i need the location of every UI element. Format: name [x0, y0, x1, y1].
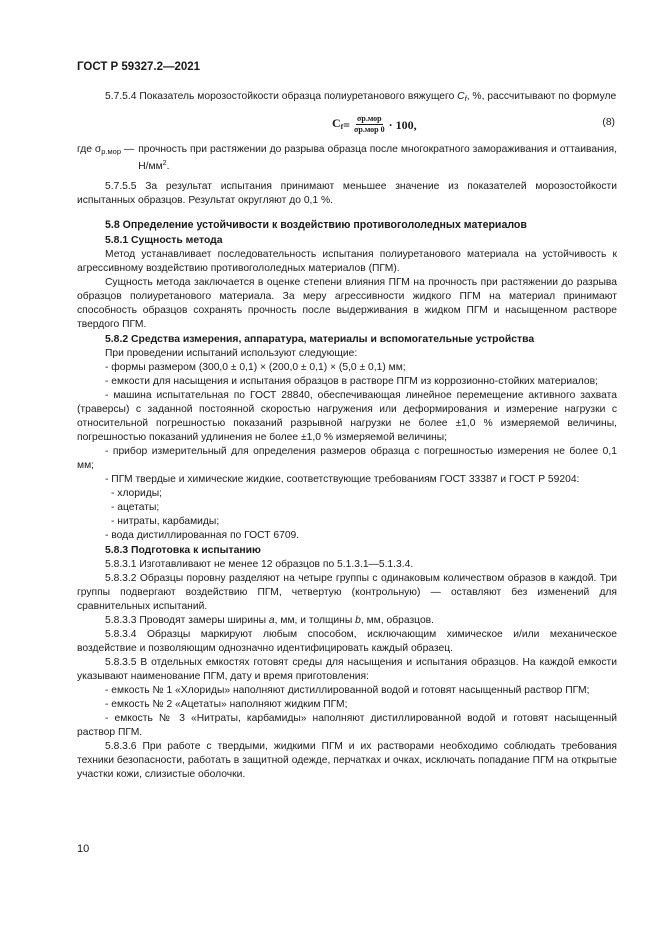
paragraph-5-8-3-4: 5.8.3.4 Образцы маркируют любым способом, исключающим химическое и/или механическое воздействие и позволяющим однозначно идентифицировать каждый образец. — [77, 629, 617, 654]
list-item: - формы размером (300,0 ± 0,1) × (200,0 ± 0,1) × (5,0 ± 0,1) мм; — [105, 362, 406, 373]
variable-c: $C_f$ — [457, 91, 467, 103]
list-item: - машина испытательная по ГОСТ 28840, обеспечивающая линейное перемещение активного захвата (траверсы) с заданной постоянной скоростью нагружения или деформирования и измерение нагрузки с относительной погрешностью показаний разрывной нагрузки не более ±1,0 % измеряемой величины, погрешностью показаний удлинения не более ±1,0 % измеряемой величины; — [77, 390, 617, 443]
list-subitem: - нитраты, карбамиды; — [111, 516, 220, 527]
paragraph-5-7-5-5: 5.7.5.5 За результат испытания принимают меньшее значение из показателей морозостойкости испытанных образцов. Результат округляют до 0,1 %. — [77, 181, 617, 206]
section-5-8-1-title: 5.8.1 Сущность метода — [105, 235, 223, 246]
list-item: - емкости для насыщения и испытания образцов в растворе ПГМ из коррозионно-стойких материалов; — [105, 376, 598, 387]
list-subitem: - ацетаты; — [111, 502, 160, 513]
list-subitem: - хлориды; — [111, 488, 163, 499]
section-5-8-3-title: 5.8.3 Подготовка к испытанию — [105, 545, 261, 556]
paragraph-5-8-1-1: Метод устанавливает последовательность испытания полиуретанового материала на устойчивость к агрессивному воздействию противогололедных материалов (ПГМ). — [77, 249, 617, 274]
page-number: 10 — [77, 843, 90, 855]
formula-legend — [77, 143, 617, 174]
legend-text: прочность при растяжении до разрыва образца после многократного замораживания и оттаивания, $Н/мм^2$. — [138, 144, 617, 172]
formula-8 — [77, 110, 617, 140]
paragraph-5-8-3-5: 5.8.3.5 В отдельных емкостях готовят среды для насыщения и испытания образцов. На каждой емкости указывают наименование ПГМ, дату и время приготовления: — [77, 657, 617, 682]
document-code-header: ГОСТ Р 59327.2—2021 — [77, 61, 201, 73]
list-item: - емкость № 1 «Хлориды» наполняют дистиллированной водой и готовят насыщенный раствор ПГМ; — [105, 685, 590, 696]
list-item: - емкость № 3 «Нитраты, карбамиды» наполняют дистиллированной водой и готовят насыщенный раствор ПГМ. — [77, 713, 617, 738]
paragraph-5-7-5-4: 5.7.5.4 Показатель морозостойкости образца полиуретанового вяжущего $C_f$, %, рассчитывают по формуле — [105, 91, 617, 103]
formula-numerator: σр.мор — [357, 114, 382, 123]
formula-equals: = — [343, 117, 351, 132]
paragraph-5-8-3-1: 5.8.3.1 Изготавливают не менее 12 образцов по 5.1.3.1—5.1.3.4. — [105, 559, 414, 570]
formula-fraction — [354, 114, 385, 135]
formula-number: (8) — [602, 117, 615, 128]
list-item: - ПГМ твердые и химические жидкие, соответствующие требованиям ГОСТ 33387 и ГОСТ Р 59204: — [105, 474, 580, 485]
formula-expression — [332, 114, 417, 135]
paragraph-5-8-3-3: 5.8.3.3 Проводят замеры ширины a, мм, и толщины b, мм, образцов. — [105, 615, 434, 626]
section-5-8-2-title: 5.8.2 Средства измерения, аппаратура, материалы и вспомогательные устройства — [105, 334, 535, 345]
paragraph-5-8-1-2: Сущность метода заключается в оценке степени влияния ПГМ на прочность при растяжении до разрыва образцов полиуретанового материала. За меру агрессивности жидкого ПГМ на материал принимают способность образцов сохранять прочность после выдерживания в жидком ПГМ и насыщенном растворе твердого ПГМ. — [77, 277, 617, 330]
paragraph-5-8-3-2: 5.8.3.2 Образцы поровну разделяют на четыре группы с одинаковым количеством образов в каждой. Три группы подвергают воздействию ПГМ, четвертую (контрольную) — оставляют без изменений для сравнительных испытаний. — [77, 573, 617, 612]
formula-lhs: $C_f$ — [332, 115, 344, 131]
document-body — [77, 90, 617, 782]
section-5-8-title: 5.8 Определение устойчивости к воздействию противогололедных материалов — [105, 219, 527, 231]
list-item: - прибор измерительный для определения размеров образца с погрешностью измерения не более 0,1 мм; — [77, 446, 617, 471]
list-item: - вода дистиллированная по ГОСТ 6709. — [105, 530, 300, 541]
paragraph-5-8-3-6: 5.8.3.6 При работе с твердыми, жидкими ПГМ и их растворами необходимо соблюдать требования техники безопасности, работать в защитной одежде, перчатках и очках, исключать попадание ПГМ на открытые участки кожи, слизистые оболочки. — [77, 741, 617, 780]
legend-label: где $\sigma_{р.мор}$ — — [77, 144, 135, 156]
list-item: - емкость № 2 «Ацетаты» наполняют жидким ПГМ; — [105, 699, 348, 710]
paragraph-5-8-2-intro: При проведении испытаний используют следующие: — [105, 348, 358, 359]
formula-denominator: σр.мор 0 — [354, 125, 385, 134]
formula-times-100: · 100, — [388, 117, 417, 132]
